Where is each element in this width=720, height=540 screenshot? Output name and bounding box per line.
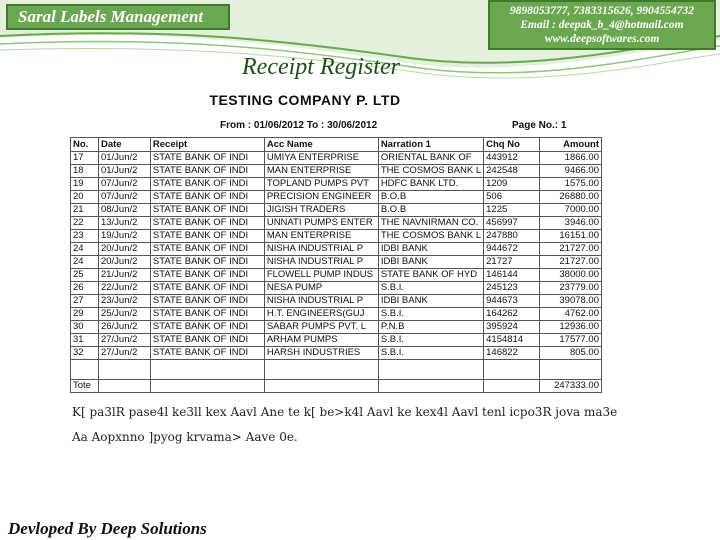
table-cell: 07/Jun/2 <box>98 178 150 191</box>
table-cell: 1866.00 <box>540 152 602 165</box>
table-cell: STATE BANK OF INDI <box>150 282 264 295</box>
table-cell: ARHAM PUMPS <box>264 334 378 347</box>
table-cell: S.B.I. <box>378 347 483 360</box>
table-row <box>71 152 602 165</box>
table-cell: 26 <box>71 282 99 295</box>
table-cell: MAN ENTERPRISE <box>264 230 378 243</box>
table-cell: H.T. ENGINEERS(GUJ <box>264 308 378 321</box>
table-cell: 08/Jun/2 <box>98 204 150 217</box>
receipt-table <box>70 137 602 393</box>
table-cell: IDBI BANK <box>378 295 483 308</box>
table-row <box>71 334 602 347</box>
table-cell: FLOWELL PUMP INDUS <box>264 269 378 282</box>
description-line-1: K[ pa3lR pase4l ke3ll kex Aavl Ane te k[ be>k4l Aavl ke kex4l Aavl tenl icpo3R jova ma3e <box>72 405 618 419</box>
table-cell: 7000.00 <box>540 204 602 217</box>
table-cell: 13/Jun/2 <box>98 217 150 230</box>
table-cell: 24 <box>71 243 99 256</box>
table-cell: 25/Jun/2 <box>98 308 150 321</box>
table-row <box>71 295 602 308</box>
table-cell: 443912 <box>484 152 540 165</box>
table-cell: 1225 <box>484 204 540 217</box>
table-row <box>71 308 602 321</box>
table-cell: 07/Jun/2 <box>98 191 150 204</box>
table-cell: 24 <box>71 256 99 269</box>
table-cell: STATE BANK OF HYD <box>378 269 483 282</box>
col-no: No. <box>71 138 99 152</box>
table-cell: ORIENTAL BANK OF <box>378 152 483 165</box>
table-row <box>71 256 602 269</box>
table-cell: STATE BANK OF INDI <box>150 165 264 178</box>
table-cell: 20/Jun/2 <box>98 243 150 256</box>
table-cell: 4154814 <box>484 334 540 347</box>
table-cell: NISHA INDUSTRIAL P <box>264 295 378 308</box>
table-cell: MAN ENTERPRISE <box>264 165 378 178</box>
table-cell: STATE BANK OF INDI <box>150 269 264 282</box>
table-cell: NISHA INDUSTRIAL P <box>264 256 378 269</box>
table-row <box>71 282 602 295</box>
col-narration: Narration 1 <box>378 138 483 152</box>
table-cell: 506 <box>484 191 540 204</box>
table-cell: 164262 <box>484 308 540 321</box>
table-cell: 20/Jun/2 <box>98 256 150 269</box>
table-cell: 146144 <box>484 269 540 282</box>
table-cell: 26/Jun/2 <box>98 321 150 334</box>
table-cell: STATE BANK OF INDI <box>150 295 264 308</box>
brand-title: Saral Labels Management <box>6 4 230 30</box>
table-cell: 21 <box>71 204 99 217</box>
table-cell: STATE BANK OF INDI <box>150 178 264 191</box>
col-receipt: Receipt <box>150 138 264 152</box>
table-row <box>71 178 602 191</box>
table-cell: STATE BANK OF INDI <box>150 204 264 217</box>
table-cell: 395924 <box>484 321 540 334</box>
table-cell: STATE BANK OF INDI <box>150 230 264 243</box>
table-cell: 22 <box>71 217 99 230</box>
table-cell: 21727 <box>484 256 540 269</box>
table-cell: NESA PUMP <box>264 282 378 295</box>
table-cell: 944672 <box>484 243 540 256</box>
table-cell: SABAR PUMPS PVT. L <box>264 321 378 334</box>
table-cell: 3946.00 <box>540 217 602 230</box>
table-cell: 18 <box>71 165 99 178</box>
table-cell: S.B.I. <box>378 308 483 321</box>
table-cell: 01/Jun/2 <box>98 152 150 165</box>
table-cell: 21/Jun/2 <box>98 269 150 282</box>
description-line-2: Aa Aopxnno ]pyog krvama> Aave 0e. <box>72 430 298 444</box>
company-name: TESTING COMPANY P. LTD <box>209 92 401 108</box>
table-cell: STATE BANK OF INDI <box>150 152 264 165</box>
table-row <box>71 191 602 204</box>
table-cell: 19/Jun/2 <box>98 230 150 243</box>
table-cell: 20 <box>71 191 99 204</box>
table-cell: IDBI BANK <box>378 256 483 269</box>
table-cell: 01/Jun/2 <box>98 165 150 178</box>
table-cell: 29 <box>71 308 99 321</box>
table-cell: JIGISH TRADERS <box>264 204 378 217</box>
page-number: Page No.: 1 <box>512 120 567 131</box>
table-cell: STATE BANK OF INDI <box>150 243 264 256</box>
table-cell: STATE BANK OF INDI <box>150 308 264 321</box>
table-cell: STATE BANK OF INDI <box>150 321 264 334</box>
table-row <box>71 269 602 282</box>
table-cell: 1575.00 <box>540 178 602 191</box>
table-cell: B.O.B <box>378 191 483 204</box>
table-cell: 12936.00 <box>540 321 602 334</box>
table-cell: 17577.00 <box>540 334 602 347</box>
table-cell: S.B.I. <box>378 282 483 295</box>
table-cell: TOPLAND PUMPS PVT <box>264 178 378 191</box>
table-cell: 9466.00 <box>540 165 602 178</box>
table-cell: STATE BANK OF INDI <box>150 334 264 347</box>
table-cell: 39078.00 <box>540 295 602 308</box>
table-cell: 32 <box>71 347 99 360</box>
col-acc-name: Acc Name <box>264 138 378 152</box>
table-cell: IDBI BANK <box>378 243 483 256</box>
table-cell: STATE BANK OF INDI <box>150 217 264 230</box>
table-cell: 27/Jun/2 <box>98 347 150 360</box>
total-row <box>71 380 602 393</box>
contact-email: Email : deepak_b_4@hotmail.com <box>520 19 684 31</box>
col-date: Date <box>98 138 150 152</box>
table-row <box>71 347 602 360</box>
table-cell: 456997 <box>484 217 540 230</box>
table-cell: STATE BANK OF INDI <box>150 256 264 269</box>
table-cell: 944673 <box>484 295 540 308</box>
table-cell: THE COSMOS BANK L <box>378 230 483 243</box>
table-cell: UNNATI PUMPS ENTER <box>264 217 378 230</box>
table-cell: 19 <box>71 178 99 191</box>
table-row <box>71 165 602 178</box>
table-row <box>71 230 602 243</box>
table-cell: STATE BANK OF INDI <box>150 191 264 204</box>
table-cell: THE COSMOS BANK L <box>378 165 483 178</box>
table-cell: UMIYA ENTERPRISE <box>264 152 378 165</box>
table-header-row <box>71 138 602 152</box>
table-cell: 4762.00 <box>540 308 602 321</box>
table-cell: 245123 <box>484 282 540 295</box>
table-row <box>71 321 602 334</box>
table-cell: 27/Jun/2 <box>98 334 150 347</box>
table-cell: 31 <box>71 334 99 347</box>
footer-credit: Devloped By Deep Solutions <box>8 519 207 538</box>
table-row <box>71 243 602 256</box>
table-cell: 38000.00 <box>540 269 602 282</box>
table-row <box>71 217 602 230</box>
table-cell: HDFC BANK LTD. <box>378 178 483 191</box>
table-cell: 146822 <box>484 347 540 360</box>
table-cell: 23 <box>71 230 99 243</box>
table-cell: 16151.00 <box>540 230 602 243</box>
table-cell: 23/Jun/2 <box>98 295 150 308</box>
total-amount: 247333.00 <box>540 380 602 393</box>
contact-website: www.deepsoftwares.com <box>544 33 660 45</box>
table-cell: STATE BANK OF INDI <box>150 347 264 360</box>
report-period: From : 01/06/2012 To : 30/06/2012 <box>220 120 378 131</box>
table-cell: NISHA INDUSTRIAL P <box>264 243 378 256</box>
table-cell: S.B.I. <box>378 334 483 347</box>
table-cell: PRECISION ENGINEER <box>264 191 378 204</box>
table-cell: 27 <box>71 295 99 308</box>
table-cell: 247880 <box>484 230 540 243</box>
col-chq-no: Chq No <box>484 138 540 152</box>
contact-phones: 9898053777, 7383315626, 9904554732 <box>510 5 694 17</box>
table-cell: 1209 <box>484 178 540 191</box>
table-cell: 30 <box>71 321 99 334</box>
description-text <box>72 400 672 450</box>
slide-title: Receipt Register <box>242 54 400 80</box>
table-cell: 17 <box>71 152 99 165</box>
table-row <box>71 204 602 217</box>
table-cell: 25 <box>71 269 99 282</box>
receipt-register-report <box>68 92 602 392</box>
table-cell: 805.00 <box>540 347 602 360</box>
col-amount: Amount <box>540 138 602 152</box>
table-cell: P.N.B <box>378 321 483 334</box>
table-cell: THE NAVNIRMAN CO. <box>378 217 483 230</box>
contact-info <box>488 0 716 50</box>
table-spacer-row <box>71 360 602 380</box>
table-cell: 21727.00 <box>540 243 602 256</box>
table-cell: 21727.00 <box>540 256 602 269</box>
table-cell: 26880.00 <box>540 191 602 204</box>
table-cell: B.O.B <box>378 204 483 217</box>
table-cell: HARSH INDUSTRIES <box>264 347 378 360</box>
table-cell: 242548 <box>484 165 540 178</box>
total-label: Tote <box>71 380 99 393</box>
table-cell: 22/Jun/2 <box>98 282 150 295</box>
table-cell: 23779.00 <box>540 282 602 295</box>
